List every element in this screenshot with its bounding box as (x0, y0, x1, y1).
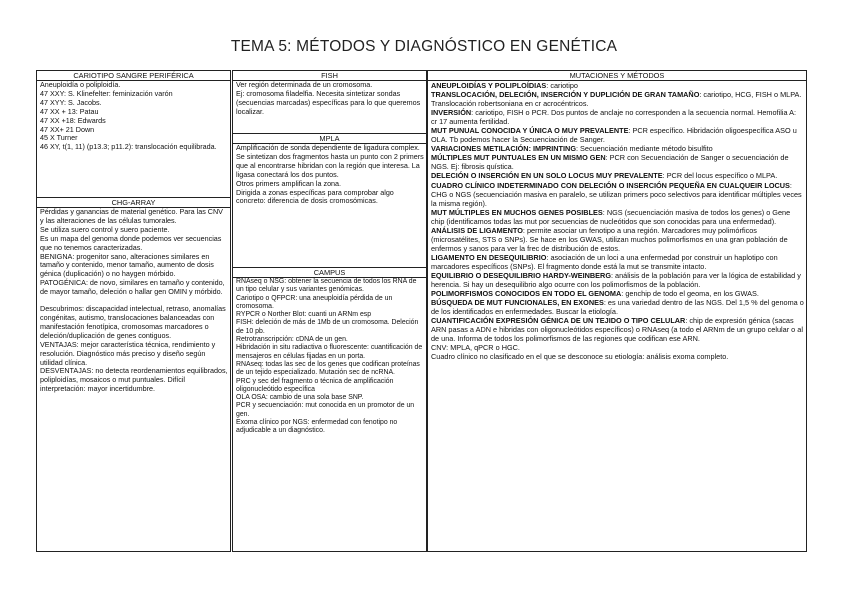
karyotype-line: Aneuploidía o poliploidía. (40, 80, 121, 89)
campus-line: RNAseq o NSG: obtener la secuencia de todos los RNA de un tipo celular y sus variantes genómicas. (236, 278, 417, 294)
mutation-text: : permite asociar un fenotipo a una región. Marcadores muy polimórficos (microsatélites, STS o SNPs). Se hace en los GWAS, utilizan muchos polimorfismos en una gran población de enfermos y sanos para ver la frec de distribución de estos. (431, 225, 788, 253)
cgh-paragraph: Se utiliza suero control y suero paciente. (40, 224, 170, 234)
mutation-label: POLIMORFISMOS CONOCIDOS EN TODO EL GENOMA (431, 289, 622, 299)
page-title: TEMA 5: MÉTODOS Y DIAGNÓSTICO EN GENÉTICA (230, 38, 618, 55)
campus-line: PRC y sec del fragmento o técnica de amplificación oligonucleótido específica (236, 377, 394, 393)
mutation-text: : cariotipo (546, 81, 578, 90)
mutation-text: : cariotipo, FISH o PCR. Dos puntos de anclaje no corresponden a la secuencia normal. Hemofilia A: cr 17 aumenta fertilidad. (431, 108, 797, 127)
mutation-label: INVERSIÓN (431, 108, 472, 118)
karyotype-section (37, 71, 230, 197)
cgh-benign (40, 253, 228, 280)
karyotype-line: 47 XYY: S. Jacobs. (40, 97, 102, 107)
mutation-item (431, 81, 804, 90)
mutation-item (431, 271, 804, 289)
karyotype-line: 46 XY, t(1, 11) (p13.3; p11.2): translocación equilibrada. (40, 142, 217, 152)
campus-line: Hibridación in situ radiactiva o fluorescente: cuantificación de mensajeros en células fijadas en un porta. (236, 344, 423, 360)
mutation-item (431, 144, 804, 153)
mutation-text: : PCR del locus específico o MLPA. (662, 171, 778, 181)
campus-line: Cariotipo o QFPCR: una aneuploidía pérdida de un cromosoma. (236, 294, 393, 310)
mutation-label: ANEUPLOIDÍAS Y POLIPLOÍDIAS (431, 81, 547, 90)
mutation-text: : análisis de la población para ver la lógica de estabilidad y herencia. Si hay un desequilibrio algo ocurre con los polimorfismos de la población. (431, 270, 801, 290)
mutation-label: MÚLTIPLES MUT PUNTUALES EN UN MISMO GEN (431, 153, 606, 163)
cgh-paragraph: Pérdidas y ganancias de material genético. Para las CNV y las alteraciones de las células tumorales. (40, 207, 223, 225)
karyotype-heading: CARIOTIPO SANGRE PERIFÉRICA (37, 71, 230, 81)
cgh-pathogenic-label: PATOGÉNICA (40, 278, 86, 288)
mutation-label: DELECIÓN O INSERCIÓN EN UN SOLO LOCUS MUY PREVALENTE (431, 171, 663, 181)
cgh-pathogenic-text: : de novo, similares en tamaño y contenido, de mayor tamaño, deleción o hallar gen OMIN y mórbido. (40, 278, 225, 297)
mutation-item (431, 108, 804, 126)
mutation-text: : PCR con Secuenciación de Sanger o secuenciación de NGS. Ej: fibrosis quística. (431, 153, 789, 172)
mutation-text: CNV: MPLA, qPCR o HGC. (431, 343, 520, 353)
cgh-paragraph: Descubrimos: discapacidad intelectual, retraso, anomalías congénitas, autismo, translocaciones balanceadas con manifestación fenotípica, cromosomas marcadores o deleción/duplicación de genes contiguos. (40, 304, 226, 340)
mutation-label: EQUILIBRIO O DESEQUILIBRIO HARDY-WEINBERG (431, 270, 611, 280)
mpla-line: Otros primers amplifican la zona. (236, 178, 342, 188)
mutation-text: : NGS (secuenciación masiva de todos los genes) o Gene chip (identificamos todas las mut por secuencias de nucleótidos que son conocidas para una enfermedad). (431, 207, 791, 226)
campus-section (233, 267, 426, 551)
cgh-paragraph: Es un mapa del genoma donde podemos ver secuencias que no tenemos caracterizadas. (40, 233, 222, 252)
mutation-item (431, 226, 804, 253)
cgh-body (37, 208, 230, 394)
mpla-line: Dirigida a zonas específicas para comprobar algo concreto: diferencia de dosis cromosómicas. (236, 187, 394, 206)
mutation-text: Cuadro clínico no clasificado en el que se desconoce su etiología: análisis exoma completo. (431, 352, 729, 362)
cgh-benign-label: BENIGNA (40, 251, 73, 261)
cgh-advantages (40, 341, 228, 368)
karyotype-line: 47 XX+ 21 Down (40, 124, 95, 134)
cgh-heading: CHG-ARRAY (37, 198, 230, 208)
karyotype-line: 45 X Turner (40, 133, 78, 143)
column-karyotype-cgh (36, 70, 231, 552)
mutation-text: : asociación de un loci a una enfermedad por construir un haplotipo con marcadores específicos (SNPs). El fragmento donde está la mut se transmite intacto. (431, 252, 778, 271)
mutation-item (431, 181, 804, 208)
fish-body (233, 81, 426, 117)
mutation-text: : es una variedad dentro de las NGS. Del 1,5 % del genoma o de los identificados en enfermedades. Buscar la etiología. (431, 298, 804, 317)
mutation-label: MUT MÚLTIPLES EN MUCHOS GENES POSIBLES (431, 207, 603, 217)
mutation-item (431, 298, 804, 316)
campus-line: PCR y secuenciación: mut conocida en un promotor de un gen. (236, 402, 415, 418)
mutation-label: CUANTIFICACIÓN EXPRESIÓN GÉNICA DE UN TEJIDO O TIPO CELULAR (431, 316, 686, 326)
campus-line: RYPCR o Norther Blot: cuanti un ARNm esp (236, 311, 372, 319)
cgh-advantages-label: VENTAJAS (40, 339, 77, 349)
campus-line: Retrotranscripción: cDNA de un gen. (236, 336, 348, 344)
cgh-disadvantages-text: : no detecta reordenamientos equilibrados, poliploidías, mosaicos o mut puntuales. Difícil interpretación: mayor incertidumbre. (40, 366, 228, 394)
mutation-item (431, 126, 804, 144)
mutation-text: : CHG o NGS (secuenciación masiva en paralelo, se utilizan primers poco selectivos para identificar múltiples veces la misma región). (431, 180, 802, 208)
cgh-pathogenic (40, 279, 228, 297)
mutation-label: VARIACIONES METILACIÓN: IMPRINTING (431, 144, 576, 154)
mpla-heading: MPLA (233, 134, 426, 144)
mutation-text: : PCR específico. Hibridación oligoespecífica ASO u OLA. Tb podemos hacer la Secuenciación de Sanger. (431, 126, 797, 145)
karyotype-line: 47 XX +18: Edwards (40, 115, 106, 125)
mutation-item (431, 343, 804, 352)
mutation-label: LIGAMENTO EN DESEQUILIBRIO (431, 252, 547, 262)
mutation-text: : chip de expresión génica (sacas ARN pasas a ADN e hibridas con oligonucleótidos específicos) o RNAseq (a todo el ARNm de un grupo celular o al de una. Informa de todos los polimorfismos de las regiones que codifican ese ARN. (431, 316, 803, 344)
fish-section (233, 71, 426, 133)
mutation-item (431, 289, 804, 298)
mutation-item (431, 316, 804, 343)
mutation-label: CUADRO CLÍNICO INDETERMINADO CON DELECIÓN O INSERCIÓN PEQUEÑA EN CUALQUEIR LOCUS (431, 180, 790, 190)
karyotype-body (37, 81, 230, 152)
mutations-heading: MUTACIONES Y MÉTODOS (428, 71, 806, 81)
karyotype-line: 47 XXY: S. Klinefelter: feminización varón (40, 88, 173, 98)
mutation-item (431, 352, 804, 361)
mpla-section (233, 133, 426, 268)
campus-body (233, 278, 426, 436)
campus-line: FISH: deleción de más de 1Mb de un cromosoma. Deleción de 10 pb. (236, 319, 419, 335)
mpla-body (233, 144, 426, 206)
mpla-line: Amplificación de sonda dependiente de ligadura complex. (236, 143, 420, 152)
column-mutations (427, 70, 807, 552)
mutation-item (431, 171, 804, 180)
cgh-disadvantages (40, 367, 228, 394)
campus-heading: CAMPUS (233, 268, 426, 278)
fish-line: Ver región determinada de un cromosoma. (236, 80, 373, 89)
cgh-advantages-text: : mejor característica técnica, rendimiento y resolución. Diagnóstico más preciso y diseño según utilidad clínica. (40, 339, 216, 367)
fish-heading: FISH (233, 71, 426, 81)
mutation-item (431, 90, 804, 108)
mutation-text: : cariotipo, HCG, FISH o MLPA. Translocación robertsoniana en cr acrocéntricos. (431, 90, 802, 109)
campus-line: RNAseq: todas las sec de los genes que codifican proteínas de un tejido especializado. Mutación sec de ncRNA. (236, 360, 420, 377)
campus-line: Exoma clínico por NGS: enfermedad con fenotipo no adjudicable a un diagnóstico. (236, 419, 398, 435)
mutation-item (431, 153, 804, 171)
mutation-text: : genchip de todo el geoma, en los GWAS. (621, 289, 759, 299)
column-fish-mpla-campus (232, 70, 427, 552)
mutation-text: : Secuenciación mediante método bisulfito (576, 144, 713, 154)
fish-line: Ej: cromosoma filadelfia. Necesita sintetizar sondas (secuencias marcadas) específicas para lo que queremos localizar. (236, 88, 421, 116)
mutation-label: BÚSQUEDA DE MUT FUNCIONALES, EN EXONES (431, 298, 604, 308)
mutation-item (431, 208, 804, 226)
mutation-item (431, 253, 804, 271)
campus-line: OLA OSA: cambio de una sola base SNP. (236, 394, 364, 402)
cgh-benign-text: : progenitor sano, alteraciones similares en tamaño y contenido, menor tamaño, aumento de dosis génica (duplicación) o no haygen mórbido. (40, 251, 214, 279)
mutation-label: TRANSLOCACIÓN, DELECIÓN, INSERCIÓN Y DUPLICIÓN DE GRAN TAMAÑO (431, 90, 700, 100)
cgh-section (37, 197, 230, 551)
cgh-disadvantages-label: DESVENTAJAS (40, 366, 92, 376)
mutation-label: ANÁLISIS DE LIGAMENTO (431, 225, 523, 235)
mpla-line: Se sintetizan dos fragmentos hasta un punto con 2 primers que al encontrarse hibridan con la región que interesa. La ligasa conectará los dos puntos. (236, 151, 424, 179)
karyotype-line: 47 XX + 13: Patau (40, 106, 99, 116)
mutation-label: MUT PUNUAL CONOCIDA Y ÚNICA O MUY PREVALENTE (431, 126, 629, 136)
mutations-body (428, 81, 806, 361)
